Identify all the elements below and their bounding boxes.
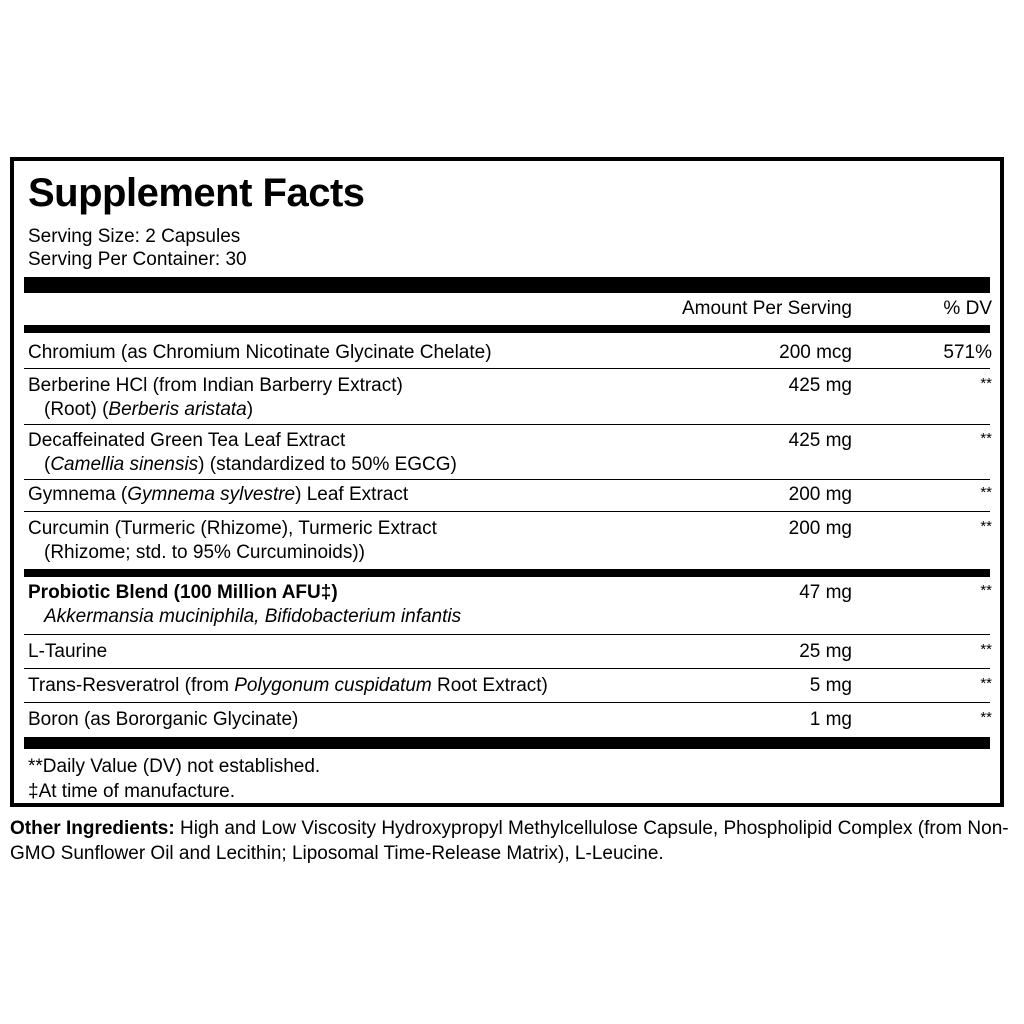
row-name: Decaffeinated Green Tea Leaf Extract	[28, 430, 346, 451]
row-name: Boron (as Bororganic Glycinate)	[28, 709, 299, 730]
row-divider	[24, 424, 990, 425]
row-amount: 25 mg	[799, 641, 852, 662]
row-name: Trans-Resveratrol (from Polygonum cuspidatum Root Extract)	[28, 675, 548, 696]
row-name: Berberine HCl (from Indian Barberry Extract)	[28, 375, 403, 396]
row-dv: **	[980, 675, 992, 692]
row-divider	[24, 511, 990, 512]
row-amount: 200 mcg	[779, 342, 852, 363]
row-subline: (Camellia sinensis) (standardized to 50% EGCG)	[44, 454, 457, 475]
row-divider	[24, 702, 990, 703]
servings-per-container: Serving Per Container: 30	[28, 249, 247, 270]
row-divider	[24, 668, 990, 669]
row-amount: 200 mg	[788, 484, 852, 505]
row-subline: (Root) (Berberis aristata)	[44, 399, 254, 420]
row-dv: **	[980, 709, 992, 726]
row-divider	[24, 634, 990, 635]
serving-size: Serving Size: 2 Capsules	[28, 226, 241, 247]
row-dv: **	[980, 582, 992, 599]
supplement-facts-panel	[10, 157, 1004, 807]
row-dv: **	[980, 430, 992, 447]
row-amount: 200 mg	[788, 518, 852, 539]
row-name: Gymnema (Gymnema sylvestre) Leaf Extract	[28, 484, 409, 505]
row-amount: 425 mg	[788, 375, 852, 396]
row-amount: 47 mg	[799, 582, 852, 603]
row-dv: **	[980, 484, 992, 501]
thick-divider-bottom	[24, 737, 990, 749]
medium-divider	[24, 569, 990, 577]
row-name: L-Taurine	[28, 641, 108, 662]
footnote-dv: **Daily Value (DV) not established.	[28, 756, 321, 777]
row-amount: 5 mg	[809, 675, 852, 696]
thick-divider-top	[24, 277, 990, 293]
row-subline: Akkermansia muciniphila, Bifidobacterium infantis	[44, 606, 462, 627]
footnote-afu: ‡At time of manufacture.	[28, 781, 235, 802]
row-divider	[24, 368, 990, 369]
row-name: Chromium (as Chromium Nicotinate Glycinate Chelate)	[28, 342, 492, 363]
medium-divider	[24, 325, 990, 333]
row-amount: 425 mg	[788, 430, 852, 451]
row-subline: (Rhizome; std. to 95% Curcuminoids))	[44, 542, 365, 563]
row-name: Curcumin (Turmeric (Rhizome), Turmeric Extract	[28, 518, 437, 539]
row-divider	[24, 479, 990, 480]
other-ingredients-label: Other Ingredients:	[10, 818, 175, 839]
panel-title: Supplement Facts	[28, 171, 365, 215]
row-dv: **	[980, 375, 992, 392]
row-dv: **	[980, 518, 992, 535]
row-name: Probiotic Blend (100 Million AFU‡)	[28, 582, 338, 603]
row-dv: **	[980, 641, 992, 658]
row-amount: 1 mg	[809, 709, 852, 730]
other-ingredients	[10, 816, 1020, 866]
row-dv: 571%	[943, 342, 992, 363]
other-ingredients-text: High and Low Viscosity Hydroxypropyl Methylcellulose Capsule, Phospholipid Complex (from Non-GMO Sunflower Oil and Lecithin; Liposomal Time-Release Matrix), L-Leucine.	[10, 818, 1009, 864]
header-amount: Amount Per Serving	[681, 298, 852, 319]
header-dv: % DV	[943, 298, 992, 319]
